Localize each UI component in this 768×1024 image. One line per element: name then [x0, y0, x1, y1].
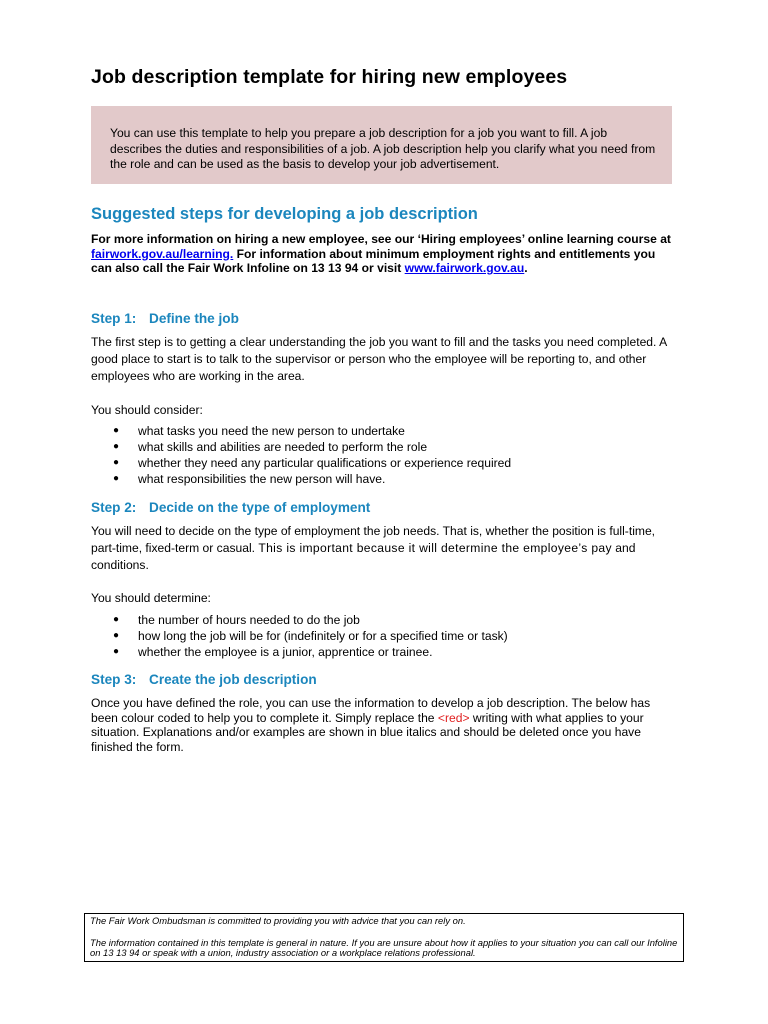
list-item: ● whether they need any particular qualifications or experience required [113, 456, 512, 470]
step-1-heading [91, 311, 239, 326]
list-item: ● whether the employee is a junior, apprentice or trainee. [113, 645, 433, 659]
bullet-icon: ● [113, 457, 120, 468]
step-2-body: You will need to decide on the type of employment the job needs. That is, whether the position is full-time, part-time, fixed-term or casual. This is important because it will determine the employee’s pay and conditions. [91, 524, 656, 572]
footer-disclaimer [84, 913, 684, 962]
step-2-title: Decide on the type of employment [149, 500, 371, 515]
bullet-icon: ● [113, 646, 120, 657]
list-item: ● what responsibilities the new person will have. [113, 472, 386, 486]
step-1-bullet-list [91, 423, 511, 487]
step-2-lead: You should determine: [91, 591, 211, 605]
footer-line-1: The Fair Work Ombudsman is committed to providing you with advice that you can rely on. [90, 915, 466, 926]
step-1-lead: You should consider: [91, 403, 203, 417]
step-3-title: Create the job description [149, 672, 317, 687]
step-3-heading [91, 672, 317, 687]
document-title: Job description template for hiring new employees [91, 66, 568, 88]
step-2-number: Step 2: [91, 500, 137, 515]
list-item: ● how long the job will be for (indefinitely or for a specified time or task) [113, 629, 508, 643]
fairwork-learning-link[interactable]: fairwork.gov.au/learning. [91, 246, 234, 261]
step-3-body: Once you have defined the role, you can use the information to develop a job description. The below has been colour coded to help you to complete it. Simply replace the <red> writing with what applies to your situation. Explanations and/or examples are shown in blue italics and should be deleted once you have finished the form. [91, 696, 651, 754]
list-item: ● what skills and abilities are needed to perform the role [113, 440, 428, 454]
bullet-icon: ● [113, 473, 120, 484]
step-2-bullet-list [91, 612, 508, 660]
info-text-2: For information about minimum employment rights and entitlements you can also call the Fair Work Infoline on 13 13 94 or visit [91, 246, 656, 275]
list-item: ● the number of hours needed to do the job [113, 613, 360, 627]
bullet-icon: ● [113, 441, 120, 452]
info-text-3: . [524, 261, 528, 275]
red-marker-text: <red> [437, 710, 470, 725]
intro-box [91, 106, 672, 184]
bullet-icon: ● [113, 630, 120, 641]
info-paragraph [91, 232, 675, 276]
bullet-icon: ● [113, 425, 120, 436]
intro-text: You can use this template to help you prepare a job description for a job you want to fill. A job describes the duties and responsibilities of a job. A job description help you clarify what you need from the role and can be used as the basis to develop your job advertisement. [110, 126, 656, 171]
step-1-body: The first step is to getting a clear understanding the job you want to fill and the tasks you need completed. A good place to start is to talk to the supervisor or person who the employee will be reporting to, and other employees who are working in the area. [91, 335, 667, 383]
section-heading: Suggested steps for developing a job description [91, 205, 478, 223]
step-2-heading [91, 500, 370, 515]
step-1-title: Define the job [149, 311, 239, 326]
footer-line-2: The information contained in this template is general in nature. If you are unsure about how it applies to your situation you can call our Infoline on 13 13 94 or speak with a union, industry association or a workplace relations professional. [90, 936, 678, 959]
list-item: ● what tasks you need the new person to undertake [113, 424, 405, 438]
bullet-icon: ● [113, 614, 120, 625]
step-3-number: Step 3: [91, 672, 137, 687]
step-1-number: Step 1: [91, 311, 137, 326]
fairwork-website-link[interactable]: www.fairwork.gov.au [404, 261, 525, 275]
info-text-1: For more information on hiring a new employee, see our ‘Hiring employees’ online learning course at [91, 232, 671, 246]
